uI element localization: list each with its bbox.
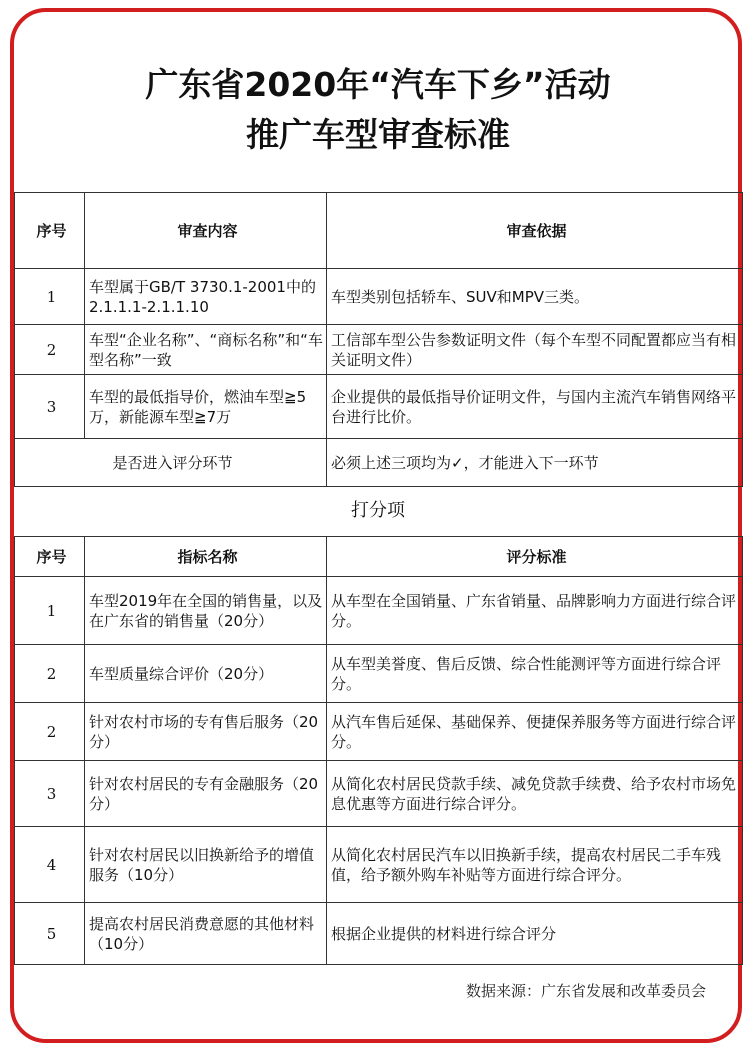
header-index: 序号 <box>15 193 85 269</box>
score-section-title: 打分项 <box>351 500 405 521</box>
row-index: 2 <box>15 325 85 375</box>
row-basis: 工信部车型公告参数证明文件（每个车型不同配置都应当有相关证明文件） <box>327 325 743 375</box>
row-index: 2 <box>15 703 85 761</box>
row-index: 4 <box>15 827 85 903</box>
row-indicator: 车型质量综合评价（20分） <box>85 645 327 703</box>
row-indicator: 针对农村居民以旧换新给予的增值服务（10分） <box>85 827 327 903</box>
row-standard: 从汽车售后延保、基础保养、便捷保养服务等方面进行综合评分。 <box>327 703 743 761</box>
gate-label: 是否进入评分环节 <box>15 439 327 487</box>
row-indicator: 提高农村居民消费意愿的其他材料（10分） <box>85 903 327 965</box>
review-table <box>14 192 743 487</box>
row-indicator: 针对农村市场的专有售后服务（20分） <box>85 703 327 761</box>
row-indicator: 针对农村居民的专有金融服务（20分） <box>85 761 327 827</box>
row-index: 3 <box>15 375 85 439</box>
row-content: 车型“企业名称”、“商标名称”和“车型名称”一致 <box>85 325 327 375</box>
table-row <box>15 903 743 965</box>
title-line-2: 推广车型审查标准 <box>246 115 510 154</box>
row-indicator: 车型2019年在全国的销售量，以及在广东省的销售量（20分） <box>85 577 327 645</box>
row-standard: 从车型在全国销量、广东省销量、品牌影响力方面进行综合评分。 <box>327 577 743 645</box>
table-row <box>15 375 743 439</box>
review-table-header <box>15 193 743 269</box>
table-row <box>15 269 743 325</box>
header-standard: 评分标准 <box>327 537 743 577</box>
row-standard: 从车型美誉度、售后反馈、综合性能测评等方面进行综合评分。 <box>327 645 743 703</box>
row-standard: 根据企业提供的材料进行综合评分 <box>327 903 743 965</box>
row-content: 车型属于GB/T 3730.1-2001中的2.1.1.1-2.1.1.10 <box>85 269 327 325</box>
header-basis: 审查依据 <box>327 193 743 269</box>
score-table-header <box>15 537 743 577</box>
header-content: 审查内容 <box>85 193 327 269</box>
row-content: 车型的最低指导价，燃油车型≧5万，新能源车型≧7万 <box>85 375 327 439</box>
data-source: 数据来源：广东省发展和改革委员会 <box>465 982 706 1000</box>
gate-value: 必须上述三项均为✓，才能进入下一环节 <box>327 439 743 487</box>
page-title <box>14 60 742 160</box>
table-row <box>15 827 743 903</box>
table-row <box>15 577 743 645</box>
table-row <box>15 645 743 703</box>
row-standard: 从简化农村居民汽车以旧换新手续，提高农村居民二手车残值，给予额外购车补贴等方面进行综合评分。 <box>327 827 743 903</box>
row-index: 2 <box>15 645 85 703</box>
gate-row <box>15 439 743 487</box>
row-basis: 企业提供的最低指导价证明文件，与国内主流汽车销售网络平台进行比价。 <box>327 375 743 439</box>
row-index: 3 <box>15 761 85 827</box>
title-line-1: 广东省2020年“汽车下乡”活动 <box>145 65 611 104</box>
table-row <box>15 325 743 375</box>
table-row <box>15 761 743 827</box>
header-indicator: 指标名称 <box>85 537 327 577</box>
row-index: 1 <box>15 269 85 325</box>
row-standard: 从简化农村居民贷款手续、减免贷款手续费、给予农村市场免息优惠等方面进行综合评分。 <box>327 761 743 827</box>
table-row <box>15 703 743 761</box>
row-basis: 车型类别包括轿车、SUV和MPV三类。 <box>327 269 743 325</box>
row-index: 1 <box>15 577 85 645</box>
header-index: 序号 <box>15 537 85 577</box>
row-index: 5 <box>15 903 85 965</box>
score-table <box>14 536 743 965</box>
